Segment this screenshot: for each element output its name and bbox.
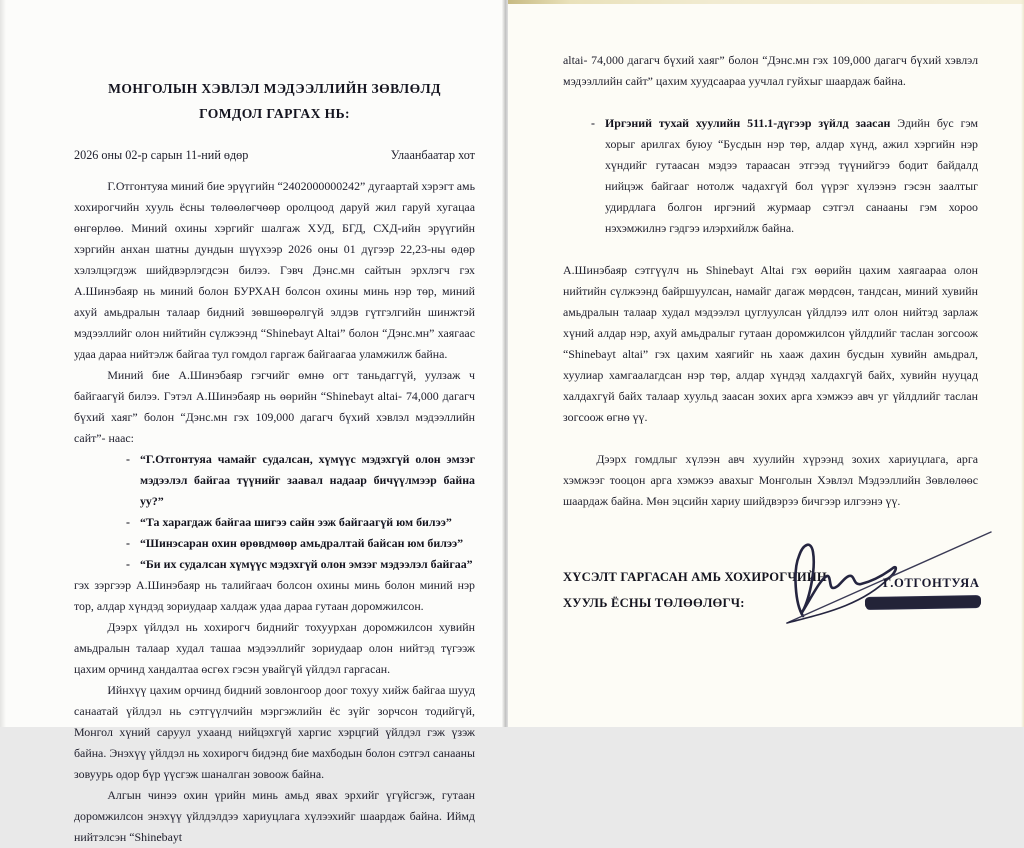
document-city: Улаанбаатар хот bbox=[390, 148, 475, 163]
paragraph-continuation: altai- 74,000 дагагч бүхий хаяг” болон “Дэнс.мн гэх 109,000 дагагч бүхий хэвлэл мэдээллийн сайт” цахим хуудсаараа уучлал гуйхыг шаардаж байна. bbox=[563, 53, 978, 88]
quote-text: “Та харагдаж байгаа шигээ сайн ээж байгаагүй юм билээ” bbox=[139, 515, 452, 530]
quote-list bbox=[126, 449, 475, 575]
title-line-2: ГОМДОЛ ГАРГАХ НЬ: bbox=[199, 106, 350, 122]
paragraph: Ийнхүү цахим орчинд бидний зовлонгоор доог тохуу хийж байгаа шууд санаатай үйлдэл нь сэтгүүлчийн мэргэжлийн ёс зүйг зорчсон тодийгүй, Монгол хүний саруул ухаанд нийцэхгүй харгис хэрцгий үйлдэл гэж үзэж байна. Энэхүү үйлдэл нь хохирогч бидэнд бие махбодын болон сэтгэл санааны зовуурь одор бүр үүсгэж шаналган зовоож байна. bbox=[74, 683, 475, 782]
paragraph: А.Шинэбаяр сэтгүүлч нь Shinebayt Altai гэх өөрийн цахим хаягаараа олон нийтийн сүлжээнд байршуулсан, намайг дагаж мөрдсөн, тандсан, миний хувийн амьдралын талаар худал мэдээлэл цуглуулсан үйлдлээ илт олон нийтэд зарлаж хүний алдар нэр, ахуй амьдралыг гутаан доромжилсон үйлдлийг таслан зогсоож “Shinebayt altai” гэх цахим хаягийг нь хааж дахин бусдын хувийн амьдрал, хуулиар хамгаалагдсан нэр төр, алдар хүндэд халдахгүй байх, хувийн нууцад халдахгүй байх талаар хуульд заасан зохих арга хэмжээ авч уг үйлдлийг таслан зогсоож өгнө үү. bbox=[563, 263, 978, 424]
document-title bbox=[74, 76, 475, 126]
paragraph: гэх зэргээр А.Шинэбаяр нь талийгаач болсон охины минь болон миний нэр тор, алдар хүндэд зориудаар халдаж удаа дараа гутаан доромжилсон. bbox=[74, 578, 475, 614]
bullet-dash-icon: - bbox=[591, 116, 595, 130]
bullet-dash-icon: - bbox=[126, 536, 130, 551]
legal-clause-text bbox=[605, 113, 978, 239]
document-date: 2026 оны 02-р сарын 11-ний өдөр bbox=[74, 148, 249, 163]
paragraph: Миний бие А.Шинэбаяр гэгчийг өмнө огт таньдаггүй, уулзаж ч байгаагүй билээ. Гэтэл А.Шинэбаяр нь өөрийн “Shinebayt altai- 74,000 дагагч бүхий хаяг” болон “Дэнс.мн гэх 109,000 дагагч бүхий хэвлэл мэдээллийн сайт”- наас: bbox=[74, 368, 475, 446]
signatory-title-line-2: ХУУЛЬ ЁСНЫ ТӨЛӨӨЛӨГЧ: bbox=[563, 596, 745, 610]
signatory-title-line-1: ХҮСЭЛТ ГАРГАСАН АМЬ ХОХИРОГЧИЙН bbox=[563, 570, 827, 584]
legal-clause-bullet bbox=[591, 113, 978, 239]
paragraph: Алгын чинээ охин үрийн минь амьд явах эрхийг үгүйсгэж, гутаан доромжилсон энэхүү үйлдэлдээ хариуцлага хүлээхийг шаардаж байна. Иймд нийтэлсэн “Shinebayt bbox=[74, 788, 475, 845]
quote-item bbox=[126, 533, 475, 554]
left-edge-shadow bbox=[0, 0, 6, 727]
paragraph: Дээрх үйлдэл нь хохирогч биднийг тохуурхан доромжилсон хувийн амьдралын талаар худал ташаа мэдээллийг зориудаар олон нийтэд түгээж цахим орчинд хандалтаа өсгөх гэсэн увайгүй үйлдэл гаргасан. bbox=[74, 620, 475, 677]
quote-text: “Шинэсаран охин өрөвдмөөр амьдралтай байсан юм билээ” bbox=[139, 536, 464, 551]
quote-text: “Би их судалсан хүмүүс мэдэхгүй олон эмзэг мэдээлэл байгаа” bbox=[139, 557, 473, 572]
quote-item bbox=[126, 512, 475, 533]
signature-block bbox=[563, 564, 978, 724]
page-right bbox=[508, 0, 1024, 727]
bullet-dash-icon: - bbox=[126, 515, 130, 530]
bullet-dash-icon: - bbox=[126, 557, 130, 572]
redaction-bar bbox=[865, 596, 981, 609]
paragraph: Дээрх гомдлыг хүлээн авч хуулийн хүрээнд зохих хариуцлага, арга хэмжээг тооцон арга хэмжээ авахыг Монголын Хэвлэл Мэдээллийн Зөвлөлөөс шаардаж байна. Мөн эцсийн хариу шийдвэрээ бичгээр илгээнэ үү. bbox=[563, 452, 978, 508]
quote-item bbox=[126, 554, 475, 575]
signatory-name: Г.ОТГОНТУЯА bbox=[883, 576, 980, 590]
legal-clause-lead: Иргэний тухай хуулийн 511.1-дүгээр зүйлд заасан bbox=[604, 116, 891, 130]
dateline bbox=[74, 148, 475, 163]
page-left bbox=[0, 0, 505, 845]
paragraph: Г.Отгонтуяа миний бие эрүүгийн “2402000000242” дугаартай хэрэгт амь хохирогчийн хууль ёсны төлөөлөгчөөр оролцоод даруй жил гаруй хугацаа өнгөрлөө. Миний охины хэргийг шалгаж ХУД, БГД, СХД-ийн эрүүгийн хэргийн анхан шатны дундын шүүхээр 2026 оны 01 дүгээр 22,23-ны өдөр хэлэлцэгдэж шийдвэрлэгдсэн билээ. Гэвч Дэнс.мн сайтын эрхлэгч гэх А.Шинэбаяр нь миний болон БУРХАН болсон охины минь нэр төр, миний ахуй амьдралын талаар бидний зөвшөөрөлгүй элдэв гүтгэлгийн шинжтэй мэдээллийг олон нийтийн сүлжээнд “Shinebayt Altai” болон “Дэнс.мн” хаягаас удаа дараа нийтэлж байгаа тул гомдол гаргаж байгаагаа уламжилж байна. bbox=[74, 179, 475, 362]
quote-item bbox=[126, 449, 475, 512]
quote-text: “Г.Отгонтуяа чамайг судалсан, хүмүүс мэдэхгүй олон эмзэг мэдээлэл байгаа түүнийг заавал надаар бичүүлмээр байна уу?” bbox=[139, 452, 475, 509]
title-line-1: МОНГОЛЫН ХЭВЛЭЛ МЭДЭЭЛЛИЙН ЗӨВЛӨЛД bbox=[108, 81, 441, 96]
legal-clause-rest: Эдийн бус гэм хорыг арилгах буюу “Бусдын нэр төр, алдар хүнд, ажил хэргийн нэр хүндийг гутаасан мэдээ тараасан этгээд түүнийгээ бодит байдалд нийцэж байгааг нотолж чадахгүй бол үүрэг хүлээнэ гэсэн заалтыг удирдлага болгон иргэний журмаар сэтгэл санааны гэм хороо нэхэмжилнэ гэдгээ илэрхийлж байна. bbox=[604, 116, 979, 235]
bullet-dash-icon: - bbox=[126, 452, 130, 467]
